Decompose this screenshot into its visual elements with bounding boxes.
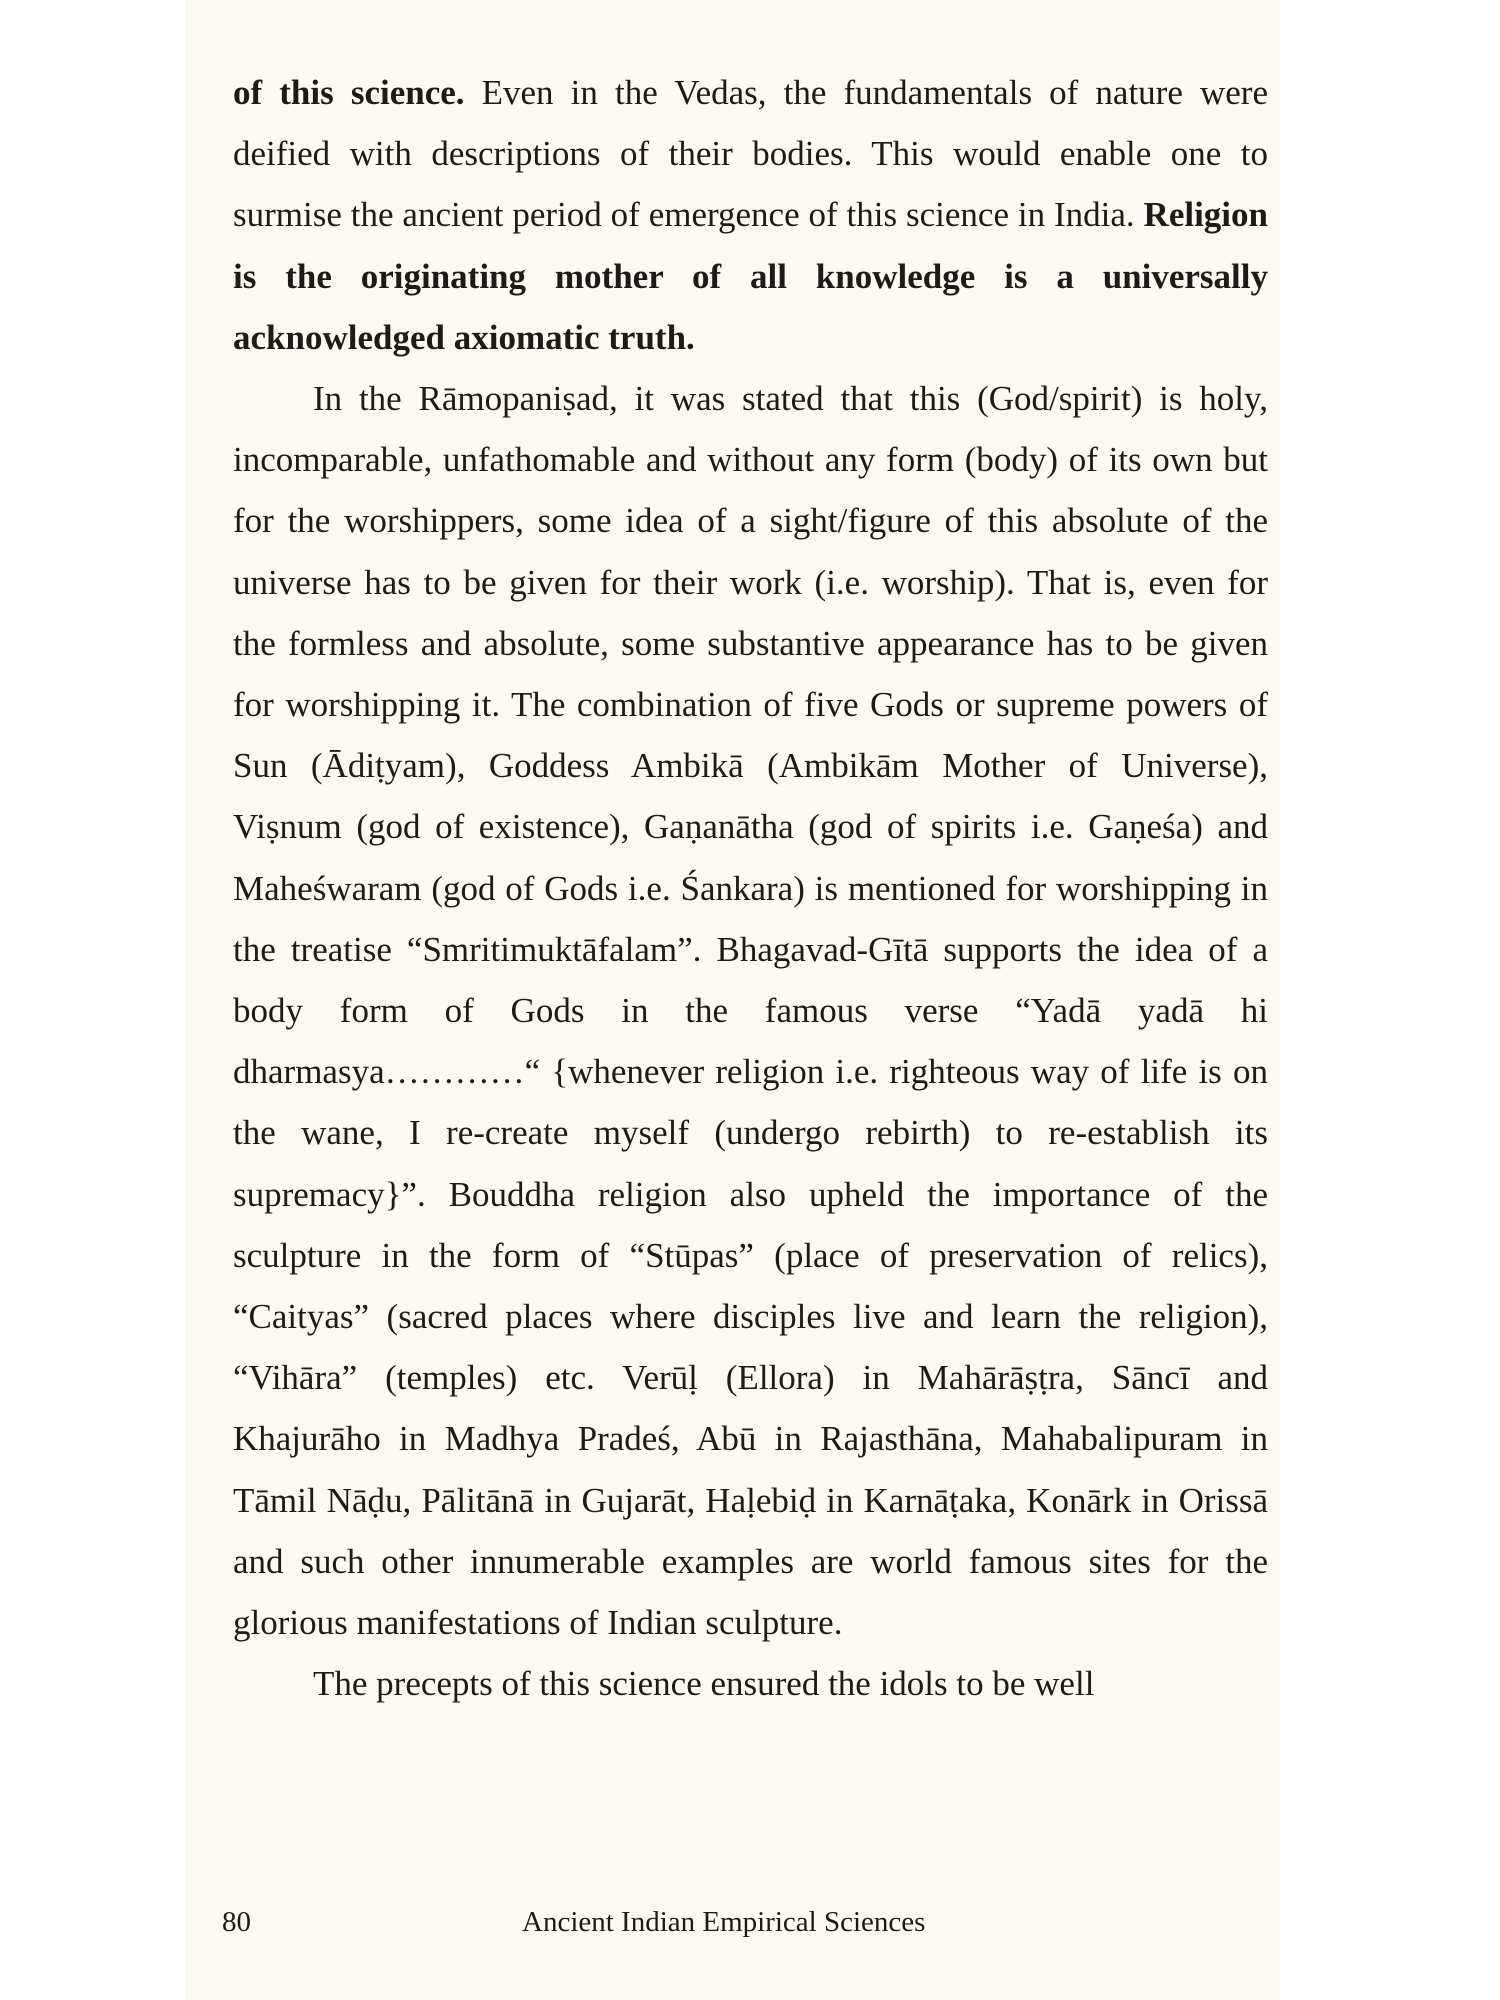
paragraph-text: Even in the Vedas, the fundamentals of nature were deified with descriptions of their bodies. This would enable one to surmise the ancient period of emergence of this science in India. — [233, 73, 1268, 235]
paragraph-precepts: The precepts of this science ensured the idols to be well — [313, 1664, 1095, 1704]
body-text — [233, 62, 1268, 1714]
bold-opening-phrase: of this science. — [233, 73, 465, 112]
paragraph-continuation — [233, 62, 1268, 368]
paragraph-ramopanisad: In the Rāmopaniṣad, it was stated that this (God/spirit) is holy, incomparable, unfathomable and without any form (body) of its own but for the worshippers, some idea of a sight/figure of this absolute of the universe has to be given for their work (i.e. worship). That is, even for the formless and absolute, some substantive appearance has to be given for worshipping it. The combination of five Gods or supreme powers of Sun (Ādiṭyam), Goddess Ambikā (Ambikām Mother of Universe), Viṣnum (god of existence), Gaṇanātha (god of spirits i.e. Gaṇeśa) and Maheśwaram (god of Gods i.e. Śankara) is mentioned for worshipping in the treatise “Smritimuktāfalam”. Bhagavad-Gītā supports the idea of a body form of Gods in the famous verse “Yadā yadā hi dharmasya…………“ {whenever religion i.e. righteous way of life is on the wane, I re-create myself (undergo rebirth) to re-establish its supremacy}”. Bouddha religion also upheld the importance of the sculpture in the form of “Stūpas” (place of preservation of relics), “Caityas” (sacred places where disciples live and learn the religion), “Vihāra” (temples) etc. Verūḷ (Ellora) in Mahārāṣṭra, Sāncī and Khajurāho in Madhya Pradeś, Abū in Rajasthāna, Mahabalipuram in Tāmil Nāḍu, Pālitānā in Gujarāt, Haḷebiḍ in Karnāṭaka, Konārk in Orissā and such other innumerable examples are world famous sites for the glorious manifestations of Indian sculpture. — [233, 379, 1268, 1643]
bold-axiom-sentence: Religion is the originating mother of all knowledge is a universally acknowledged axiomatic truth. — [233, 195, 1268, 357]
running-title: Ancient Indian Empirical Sciences — [522, 1906, 926, 1938]
page-footer — [0, 1906, 1500, 1946]
page-number: 80 — [222, 1906, 251, 1938]
